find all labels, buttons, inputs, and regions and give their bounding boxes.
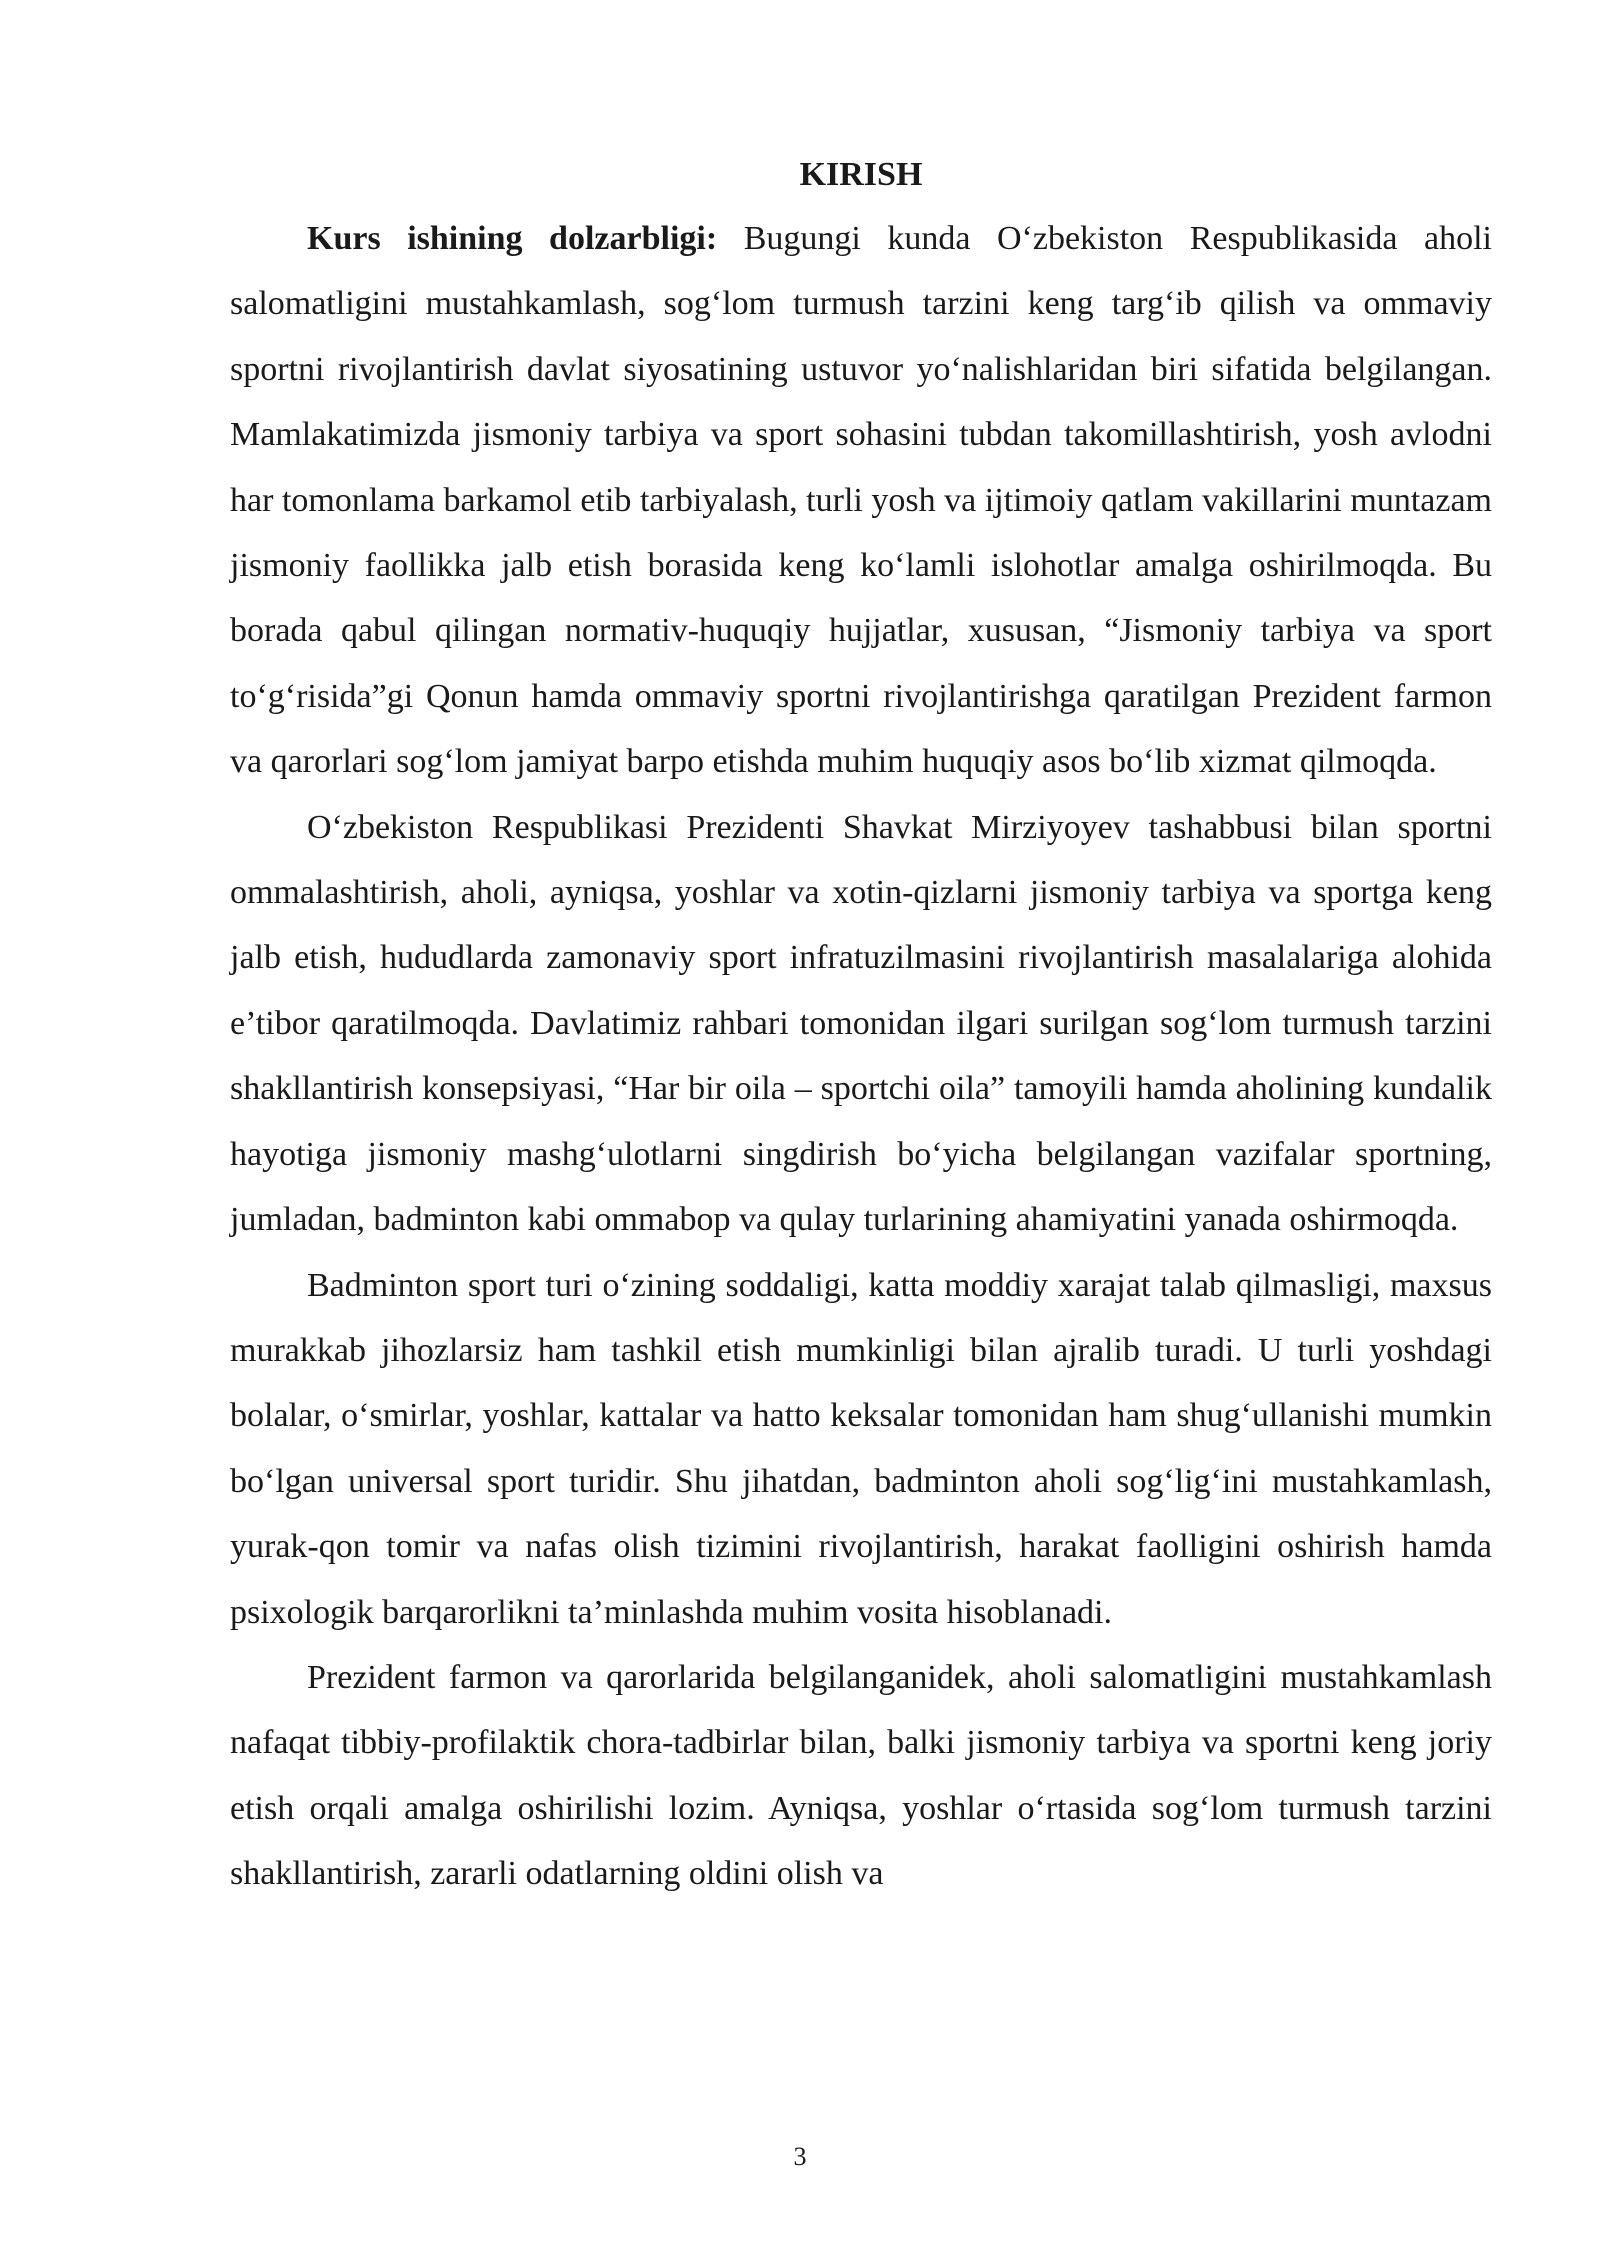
section-heading: KIRISH xyxy=(799,156,923,193)
paragraph-badminton: Badminton sport turi o‘zining soddaligi, katta moddiy xarajat talab qilmasligi, maxsus murakkab jihozlarsiz ham tashkil etish mumkinligi bilan ajralib turadi. U turli yoshdagi bolalar, o‘smirlar, yoshlar, kattalar va hatto keksalar tomonidan ham shug‘ullanishi mumkin bo‘lgan universal sport turidir. Shu jihatdan, badminton aholi sog‘lig‘ini mustahkamlash, yurak-qon tomir va nafas olish tizimini rivojlantirish, harakat faolligini oshirish hamda psixologik barqarorlikni ta’minlashda muhim vosita hisoblanadi. xyxy=(230,1266,1492,1631)
paragraph-president-initiative: O‘zbekiston Respublikasi Prezidenti Shavkat Mirziyoyev tashabbusi bilan sportni ommalashtirish, aholi, ayniqsa, yoshlar va xotin-qizlarni jismoniy tarbiya va sportga keng jalb etish, hududlarda zamonaviy sport infratuzilmasini rivojlantirish masalalariga alohida e’tibor qaratilmoqda. Davlatimiz rahbari tomonidan ilgari surilgan sog‘lom turmush tarzini shakllantirish konsepsiyasi, “Har bir oila – sportchi oila” tamoyili hamda aholining kundalik hayotiga jismoniy mashg‘ulotlarni singdirish bo‘yicha belgilangan vazifalar sportning, jumladan, badminton kabi ommabop va qulay turlarining ahamiyatini yanada oshirmoqda. xyxy=(230,808,1492,1239)
paragraph-decrees: Prezident farmon va qarorlarida belgilanganidek, aholi salomatligini mustahkamlash nafaqat tibbiy-profilaktik chora-tadbirlar bilan, balki jismoniy tarbiya va sportni keng joriy etish orqali amalga oshirilishi lozim. Ayniqsa, yoshlar o‘rtasida sog‘lom turmush tarzini shakllantirish, zararli odatlarning oldini olish va xyxy=(230,1658,1492,1893)
paragraph-lead: Kurs ishining dolzarbligi: xyxy=(307,220,718,257)
page-number: 3 xyxy=(793,2142,807,2171)
paragraph-text: Bugungi kunda O‘zbekiston Respublikasida aholi salomatligini mustahkamlash, sog‘lom turmush tarzini keng targ‘ib qilish va ommaviy sportni rivojlantirish davlat siyosatining ustuvor yo‘nalishlaridan biri sifatida belgilangan. Mamlakatimizda jismoniy tarbiya va sport sohasini tubdan takomillashtirish, yosh avlodni har tomonlama barkamol etib tarbiyalash, turli yosh va ijtimoiy qatlam vakillarini muntazam jismoniy faollikka jalb etish borasida keng ko‘lamli islohotlar amalga oshirilmoqda. Bu borada qabul qilingan normativ-huquqiy hujjatlar, xususan, “Jismoniy tarbiya va sport to‘g‘risida”gi Qonun hamda ommaviy sportni rivojlantirishga qaratilgan Prezident farmon va qarorlari sog‘lom jamiyat barpo etishda muhim huquqiy asos bo‘lib xizmat qilmoqda. xyxy=(230,220,1492,781)
paragraph-relevance xyxy=(230,206,1492,795)
page-content xyxy=(230,148,1492,1907)
